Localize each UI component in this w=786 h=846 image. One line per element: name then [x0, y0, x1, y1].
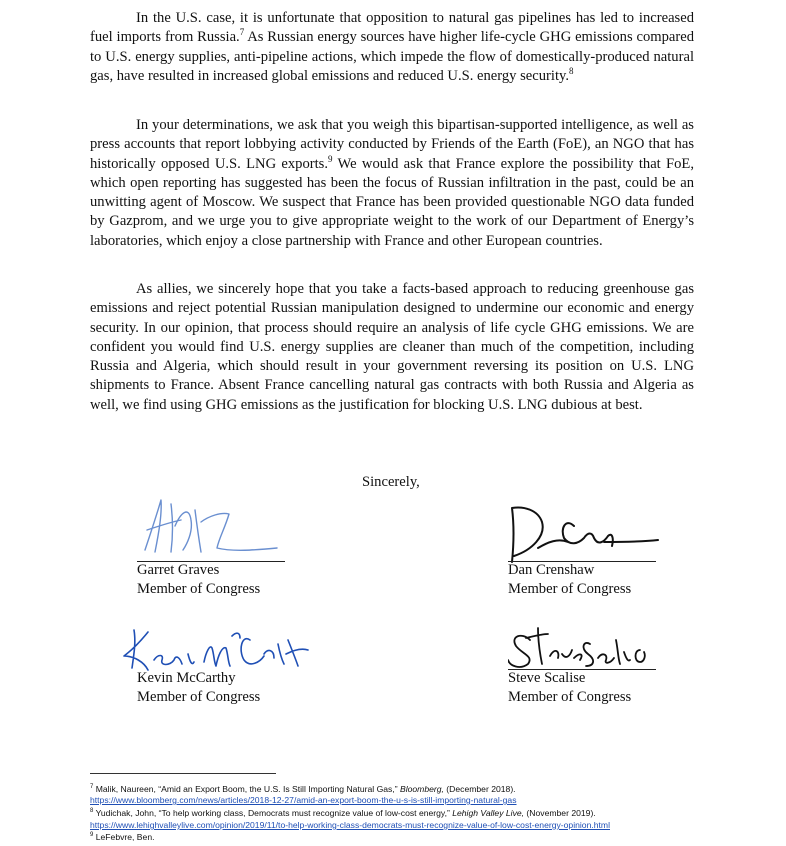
handwritten-signature-graves [137, 492, 287, 564]
footnote-text: LeFebvre, Ben. [93, 832, 155, 842]
footnote-source: Lehigh Valley Live, [452, 808, 525, 818]
signatory-title: Member of Congress [137, 581, 261, 597]
footnote-text: Yudichak, John, “To help working class, Democrats must recognize value of low-cost energy,” [93, 808, 453, 818]
signatory-name: Garret Graves [137, 562, 220, 578]
footnote-ref: 9 [328, 153, 333, 164]
handwritten-signature-scalise [508, 610, 668, 672]
handwritten-signature-mccarthy [118, 610, 318, 676]
footnote-number: 8 [90, 808, 94, 815]
paragraph-pipelines [90, 9, 694, 86]
footnote-text: (December 2018). [443, 784, 516, 794]
paragraph-text: In the U.S. case, it is unfortunate that opposition to natural gas pipelines has led to increased fuel imports from Russia. [90, 10, 694, 46]
signature-block-mccarthy [118, 610, 348, 720]
footnote-number: 9 [90, 832, 94, 839]
footnote-9 [90, 832, 750, 843]
footnote-8 [90, 808, 750, 819]
signature-block-crenshaw [508, 492, 738, 602]
paragraph-text: We would ask that France explore the possibility that FoE, which open reporting has suggested has been the focus of Russian infiltration in the past, could be an unwitting agent of Moscow. We suspect that France has been provided questionable NGO data funded by Gazprom, and we urge you to give appropriate weight to the work of our Department of Energy’s laboratories, which enjoy a close partnership with France and other European countries. [90, 155, 694, 249]
footnote-7-link[interactable]: https://www.bloomberg.com/news/articles/2018-12-27/amid-an-export-boom-the-u-s-is-still-importing-natural-gas [90, 795, 517, 805]
signatory-name: Steve Scalise [508, 670, 586, 686]
footnote-separator [90, 773, 276, 774]
signatory-title: Member of Congress [137, 689, 261, 705]
footnote-number: 7 [90, 784, 94, 791]
footnote-text: (November 2019). [524, 808, 596, 818]
paragraph-text: As Russian energy sources have higher life-cycle GHG emissions compared to U.S. energy supplies, anti-pipeline actions, which impede the flow of domestically-produced natural gas, have resulted in increased global emissions and reduced U.S. energy security. [90, 29, 695, 84]
signature-block-graves [137, 492, 367, 602]
signature-block-scalise [508, 610, 738, 720]
footnote-8-link-row [90, 820, 750, 831]
signatory-name: Dan Crenshaw [508, 562, 595, 578]
paragraph-allies: As allies, we sincerely hope that you take a facts-based approach to reducing greenhouse gas emissions and reject potential Russian manipulation designed to undermine our economic and energy security. In our opinion, that process should require an analysis of life cycle GHG emissions. We are confident you would find U.S. energy supplies are cleaner than much of the competition, including Russia and Algeria, which should result in your government reversing its position on U.S. LNG shipments to France. Absent France cancelling natural gas contracts with both Russia and Algeria as well, we find using GHG emissions as the justification for blocking U.S. LNG dubious at best. [90, 281, 694, 413]
closing-salutation: Sincerely, [362, 474, 420, 490]
signatory-title: Member of Congress [508, 581, 632, 597]
signatory-title: Member of Congress [508, 689, 632, 705]
footnote-8-link[interactable]: https://www.lehighvalleylive.com/opinion/2019/11/to-help-working-class-democrats-must-recognize-value-of-low-cost-energy-opinion.html [90, 820, 610, 830]
footnote-ref: 7 [239, 27, 245, 38]
footnote-ref: 8 [569, 66, 574, 77]
footnote-text: Malik, Naureen, “Amid an Export Boom, the U.S. Is Still Importing Natural Gas,” [93, 784, 400, 794]
paragraph-determinations [90, 116, 694, 251]
footnote-7-link-row [90, 795, 750, 806]
paragraph-text: In your determinations, we ask that you weigh this bipartisan-supported intelligence, as well as press accounts that report lobbying activity conducted by Friends of the Earth (FoE), an NGO that has historically opposed U.S. LNG exports. [90, 117, 694, 172]
footnote-source: Bloomberg, [399, 784, 444, 794]
footnote-7 [90, 784, 750, 795]
signatory-name: Kevin McCarthy [137, 670, 236, 686]
